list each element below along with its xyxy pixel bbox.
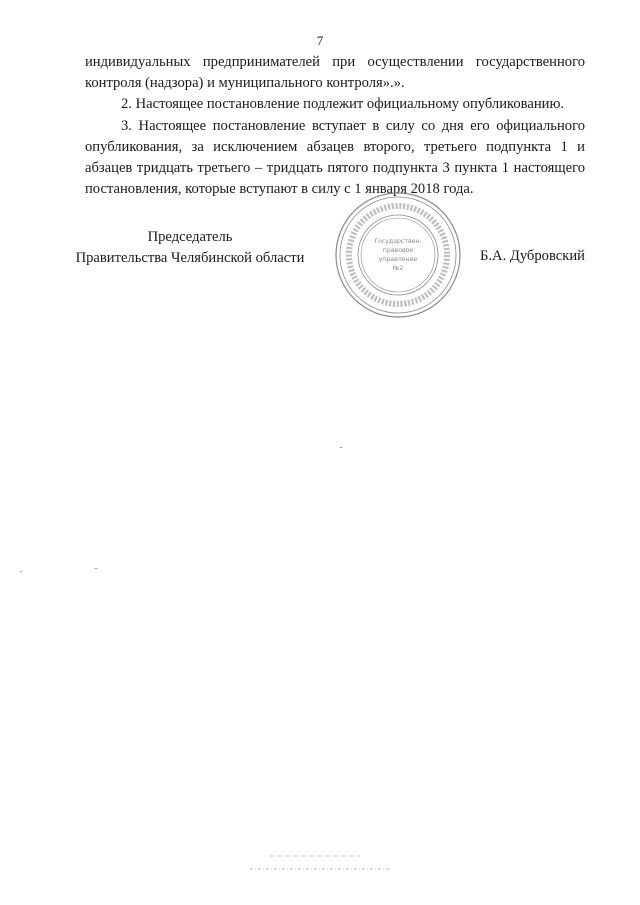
signatory-title	[70, 227, 310, 269]
scan-speck	[20, 571, 22, 572]
document-body	[85, 52, 585, 200]
scan-speck	[95, 568, 97, 569]
signatory-title-line1: Председатель	[147, 229, 233, 245]
paragraph-continuation: индивидуальных предпринимателей при осуществлении государственного контроля (надзора) и муниципального контроля».».	[85, 54, 585, 92]
seal-text-line4: №2	[392, 265, 404, 272]
signatory-name: Б.А. Дубровский	[480, 248, 585, 264]
paragraph-item-2: 2. Настоящее постановление подлежит официальному опубликованию.	[121, 96, 565, 113]
seal-text-line1: Государствен-	[374, 238, 422, 245]
scan-speck	[340, 447, 342, 448]
seal-text-line2: правовое	[382, 247, 414, 254]
signatory-title-line2: Правительства Челябинской области	[75, 250, 305, 266]
page-number: 7	[316, 33, 324, 48]
official-seal	[333, 190, 463, 320]
seal-text-line3: управление	[378, 256, 418, 263]
faded-footer-mark	[230, 850, 410, 876]
paragraph-item-3: 3. Настоящее постановление вступает в силу со дня его официального опубликования, за исключением абзацев второго, третьего подпункта 1 и абзацев тридцать третьего – тридцать пятого подпункта 3 пункта 1 настоящего постановления, которые вступают в силу с 1 января 2018 года.	[85, 117, 585, 198]
